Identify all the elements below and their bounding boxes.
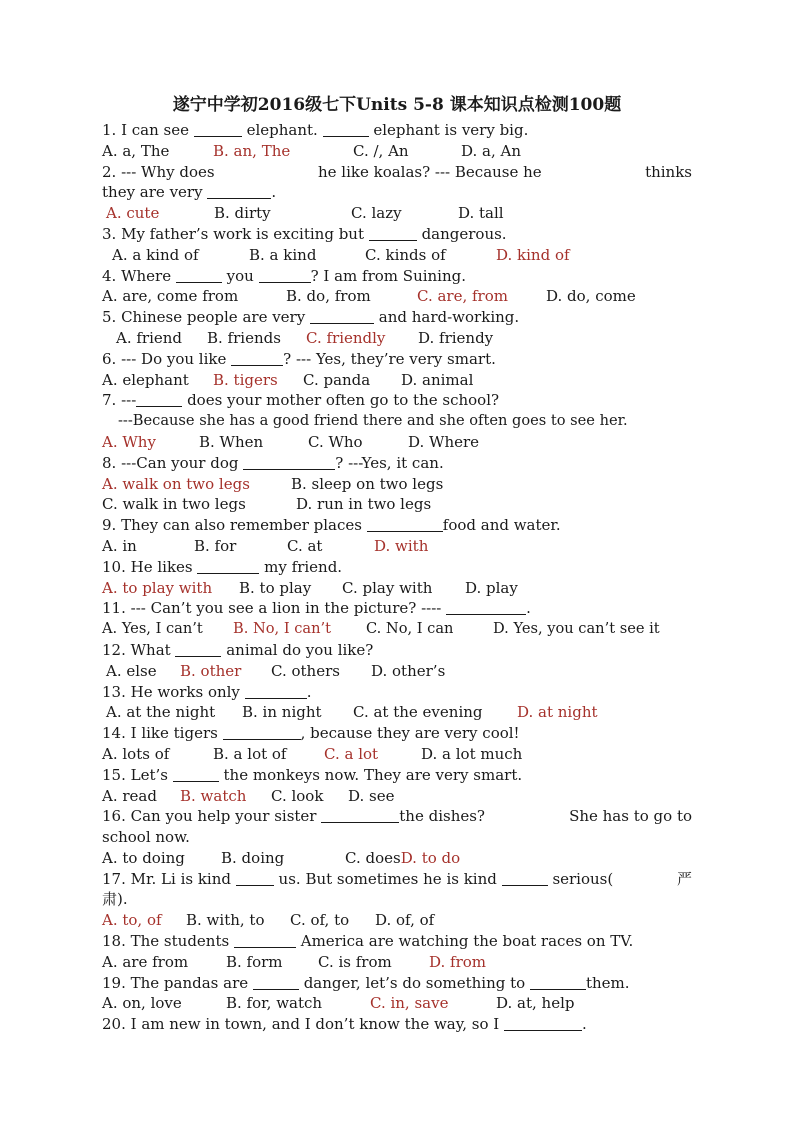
question-text: , because they are very cool! xyxy=(300,724,520,743)
option-b-correct: B. No, I can’t xyxy=(233,620,332,638)
option-b: B. with, to xyxy=(186,911,265,930)
option-d-correct: D. from xyxy=(429,952,487,971)
option-d-correct: D. at night xyxy=(517,703,598,722)
answer-blank xyxy=(369,226,417,241)
question-16 xyxy=(102,806,692,827)
option-a: A. a, The xyxy=(102,141,170,160)
question-text: 2. --- Why does xyxy=(102,162,215,181)
answer-blank xyxy=(234,933,296,948)
options-12 xyxy=(102,661,692,682)
answer-blank xyxy=(259,268,311,283)
question-text: 9. They can also remember places xyxy=(102,516,362,535)
option-d: D. a lot much xyxy=(421,744,523,763)
question-text: 14. I like tigers xyxy=(102,724,218,743)
option-a: A. lots of xyxy=(102,744,170,763)
question-text: elephant. xyxy=(246,121,318,139)
answer-blank xyxy=(236,871,274,886)
option-b: B. dirty xyxy=(214,204,271,223)
question-text: America are watching the boat races on TV. xyxy=(300,932,634,951)
question-text: the monkeys now. They are very smart. xyxy=(223,765,523,784)
question-14 xyxy=(102,723,692,744)
option-a: A. read xyxy=(102,786,157,805)
answer-blank xyxy=(502,871,548,886)
option-c: C. of, to xyxy=(290,911,350,930)
option-c: C. panda xyxy=(303,370,371,389)
option-a: A. to doing xyxy=(102,848,185,867)
question-18 xyxy=(102,931,692,952)
options-4 xyxy=(102,286,692,307)
answer-blank xyxy=(310,309,374,324)
option-a-correct: A. to play with xyxy=(102,578,213,597)
question-9 xyxy=(102,515,692,536)
question-text: thinks xyxy=(645,162,692,181)
question-text: he like koalas? --- Because he xyxy=(317,162,542,181)
option-a-correct: A. Why xyxy=(102,432,156,451)
question-text: 4. Where xyxy=(102,266,172,285)
option-c: C. kinds of xyxy=(365,245,446,264)
answer-blank xyxy=(231,351,283,366)
question-text: 19. The pandas are xyxy=(102,973,249,992)
question-15 xyxy=(102,765,692,786)
question-text: 5. Chinese people are very xyxy=(102,308,306,327)
question-text: them. xyxy=(585,973,630,992)
question-text: She has to go to xyxy=(569,807,692,826)
option-d-correct: D. kind of xyxy=(496,245,570,264)
option-d: D. Where xyxy=(408,432,480,451)
answer-blank xyxy=(245,684,307,699)
question-text: 6. --- Do you like xyxy=(102,349,227,368)
question-text: my friend. xyxy=(264,557,343,576)
option-a: A. a kind of xyxy=(112,245,199,264)
question-2-cont: they are very . xyxy=(102,183,277,202)
options-9 xyxy=(102,536,692,557)
option-a: A. in xyxy=(102,536,137,555)
options-17 xyxy=(102,910,692,931)
option-c-correct: C. in, save xyxy=(370,994,449,1013)
question-text: 7. --- xyxy=(102,391,137,410)
question-list xyxy=(102,120,692,1035)
option-b: B. to play xyxy=(239,578,312,597)
question-text: 20. I am new in town, and I don’t know the way, so I xyxy=(102,1015,500,1034)
question-text: 3. My father’s work is exciting but xyxy=(102,224,364,243)
question-text: ? ---Yes, it can. xyxy=(335,453,444,472)
option-d: D. see xyxy=(348,786,395,805)
question-text: 17. Mr. Li is kind xyxy=(102,869,231,888)
option-a: A. friend xyxy=(116,328,183,347)
question-11 xyxy=(102,598,692,619)
options-15 xyxy=(102,786,692,807)
answer-blank xyxy=(253,975,299,990)
answer-blank xyxy=(530,975,586,990)
question-13 xyxy=(102,682,692,703)
option-d-correct: D. with xyxy=(374,536,429,555)
question-text: . xyxy=(526,599,531,618)
question-text: 1. I can see xyxy=(102,121,189,139)
question-text: . xyxy=(581,1015,587,1034)
option-a: A. at the night xyxy=(106,703,216,722)
question-2 xyxy=(102,162,692,183)
option-c: C. is from xyxy=(318,952,392,971)
option-c: C. look xyxy=(271,786,324,805)
options-19 xyxy=(102,993,692,1014)
option-b: B. friends xyxy=(207,328,281,347)
options-2 xyxy=(102,203,692,224)
option-c: C. play with xyxy=(342,578,433,597)
options-1 xyxy=(102,141,692,162)
option-a-correct: A. walk on two legs xyxy=(102,474,250,493)
option-c: C. others xyxy=(271,661,340,680)
question-text: ? I am from Suining. xyxy=(310,266,467,285)
option-c: C. /, An xyxy=(353,141,409,160)
question-19 xyxy=(102,973,692,994)
option-b: B. doing xyxy=(221,848,285,867)
options-11 xyxy=(102,619,692,640)
question-16-cont xyxy=(102,827,692,848)
option-c: C. at xyxy=(287,536,323,555)
answer-blank xyxy=(207,184,271,199)
option-b-correct: B. watch xyxy=(180,786,247,805)
question-7 xyxy=(102,390,692,411)
option-d-correct: D. to do xyxy=(400,848,461,867)
options-14 xyxy=(102,744,692,765)
question-17 xyxy=(102,869,692,890)
question-text: 13. He works only xyxy=(102,682,240,701)
question-text: 11. --- Can’t you see a lion in the picture? ---- xyxy=(102,599,442,618)
question-text: elephant is very big. xyxy=(373,121,529,139)
option-b: B. form xyxy=(226,952,283,971)
question-text: food and water. xyxy=(442,516,561,535)
option-c: C. No, I can xyxy=(366,620,454,638)
answer-blank xyxy=(176,268,222,283)
option-d: D. at, help xyxy=(496,994,575,1013)
option-d: D. a, An xyxy=(461,141,521,160)
page-title: 遂宁中学初2016级七下Units 5-8 课本知识点检测100题 xyxy=(172,95,622,115)
question-text: 10. He likes xyxy=(102,557,193,576)
options-16 xyxy=(102,848,692,869)
options-7 xyxy=(102,432,692,453)
question-text: the dishes? xyxy=(399,807,485,826)
options-10 xyxy=(102,578,692,599)
option-b-correct: B. an, The xyxy=(213,141,291,160)
question-text: and hard-working. xyxy=(378,308,520,327)
option-d: D. run in two legs xyxy=(296,495,432,514)
question-7-cont xyxy=(102,411,692,432)
option-c-correct: C. friendly xyxy=(306,328,386,347)
option-c-correct: C. a lot xyxy=(324,744,379,763)
option-a-correct: A. to, of xyxy=(102,911,162,930)
question-text: ? --- Yes, they’re very smart. xyxy=(283,349,496,368)
question-text: danger, let’s do something to xyxy=(303,973,526,992)
answer-blank xyxy=(446,600,526,615)
option-d: D. Yes, you can’t see it xyxy=(493,620,660,638)
option-b: B. in night xyxy=(242,703,322,722)
option-b: B. sleep on two legs xyxy=(291,474,444,493)
option-c: C. lazy xyxy=(351,204,402,223)
question-text: you xyxy=(226,266,254,285)
answer-blank xyxy=(321,808,399,823)
option-b-correct: B. tigers xyxy=(213,370,278,389)
question-text: serious( xyxy=(552,869,614,888)
option-b: B. a lot of xyxy=(213,744,287,763)
answer-blank xyxy=(175,642,221,657)
option-a: A. elephant xyxy=(102,370,189,389)
option-d: D. of, of xyxy=(375,911,435,930)
question-text: 12. What xyxy=(102,640,171,659)
answer-blank xyxy=(223,725,301,740)
question-text: animal do you like? xyxy=(226,640,374,659)
question-text: 16. Can you help your sister xyxy=(102,807,317,826)
answer-blank xyxy=(173,767,219,782)
question-text: 18. The students xyxy=(102,932,230,951)
question-text: 15. Let’s xyxy=(102,765,168,784)
option-a: A. on, love xyxy=(102,994,182,1013)
question-text: . xyxy=(306,682,312,701)
option-c: C. Who xyxy=(308,432,363,451)
answer-blank xyxy=(504,1016,582,1031)
question-text: 8. ---Can your dog xyxy=(102,453,239,472)
question-text: us. But sometimes he is kind xyxy=(278,869,497,888)
question-6 xyxy=(102,349,692,370)
option-b: B. for, watch xyxy=(226,994,323,1013)
option-d: D. tall xyxy=(458,204,504,223)
options-5 xyxy=(102,328,692,349)
question-1 xyxy=(102,120,692,141)
answer-blank xyxy=(136,392,182,407)
question-text: does your mother often go to the school? xyxy=(187,391,500,410)
question-text: ---Because she has a good friend there and she often goes to see her. xyxy=(118,412,628,430)
option-d: D. do, come xyxy=(546,287,636,306)
option-a: A. are, come from xyxy=(102,287,239,306)
answer-blank xyxy=(243,455,335,470)
options-6 xyxy=(102,370,692,391)
option-c-correct: C. are, from xyxy=(417,287,508,306)
option-a: A. Yes, I can’t xyxy=(102,620,203,638)
option-c: C. does xyxy=(345,848,401,867)
answer-blank xyxy=(197,559,259,574)
option-d: D. other’s xyxy=(371,661,446,680)
options-3 xyxy=(102,245,692,266)
option-d: D. animal xyxy=(401,370,474,389)
option-a-correct: A. cute xyxy=(106,204,160,223)
question-17-cont xyxy=(102,889,692,910)
option-b: B. do, from xyxy=(286,287,371,306)
question-5 xyxy=(102,307,692,328)
options-18 xyxy=(102,952,692,973)
question-8 xyxy=(102,453,692,474)
option-b: B. When xyxy=(199,432,264,451)
question-text: 肃). xyxy=(102,890,128,909)
options-8a xyxy=(102,474,692,495)
question-4 xyxy=(102,266,692,287)
option-c: C. walk in two legs xyxy=(102,495,246,514)
question-text: school now. xyxy=(102,828,190,847)
option-a: A. are from xyxy=(102,952,189,971)
question-text: 严 xyxy=(676,869,692,888)
question-10 xyxy=(102,557,692,578)
option-d: D. friendy xyxy=(418,328,494,347)
option-d: D. play xyxy=(465,578,518,597)
option-b-correct: B. other xyxy=(180,661,242,680)
question-text: they are very xyxy=(102,183,203,202)
answer-blank xyxy=(194,122,242,137)
option-c: C. at the evening xyxy=(353,703,483,722)
options-8b xyxy=(102,494,692,515)
options-13 xyxy=(102,702,692,723)
option-a: A. else xyxy=(106,661,157,680)
question-12 xyxy=(102,640,692,661)
question-text: dangerous. xyxy=(421,224,507,243)
question-3 xyxy=(102,224,692,245)
answer-blank xyxy=(323,122,369,137)
option-b: B. for xyxy=(194,536,237,555)
option-b: B. a kind xyxy=(249,245,317,264)
answer-blank xyxy=(367,517,443,532)
question-20 xyxy=(102,1014,692,1035)
